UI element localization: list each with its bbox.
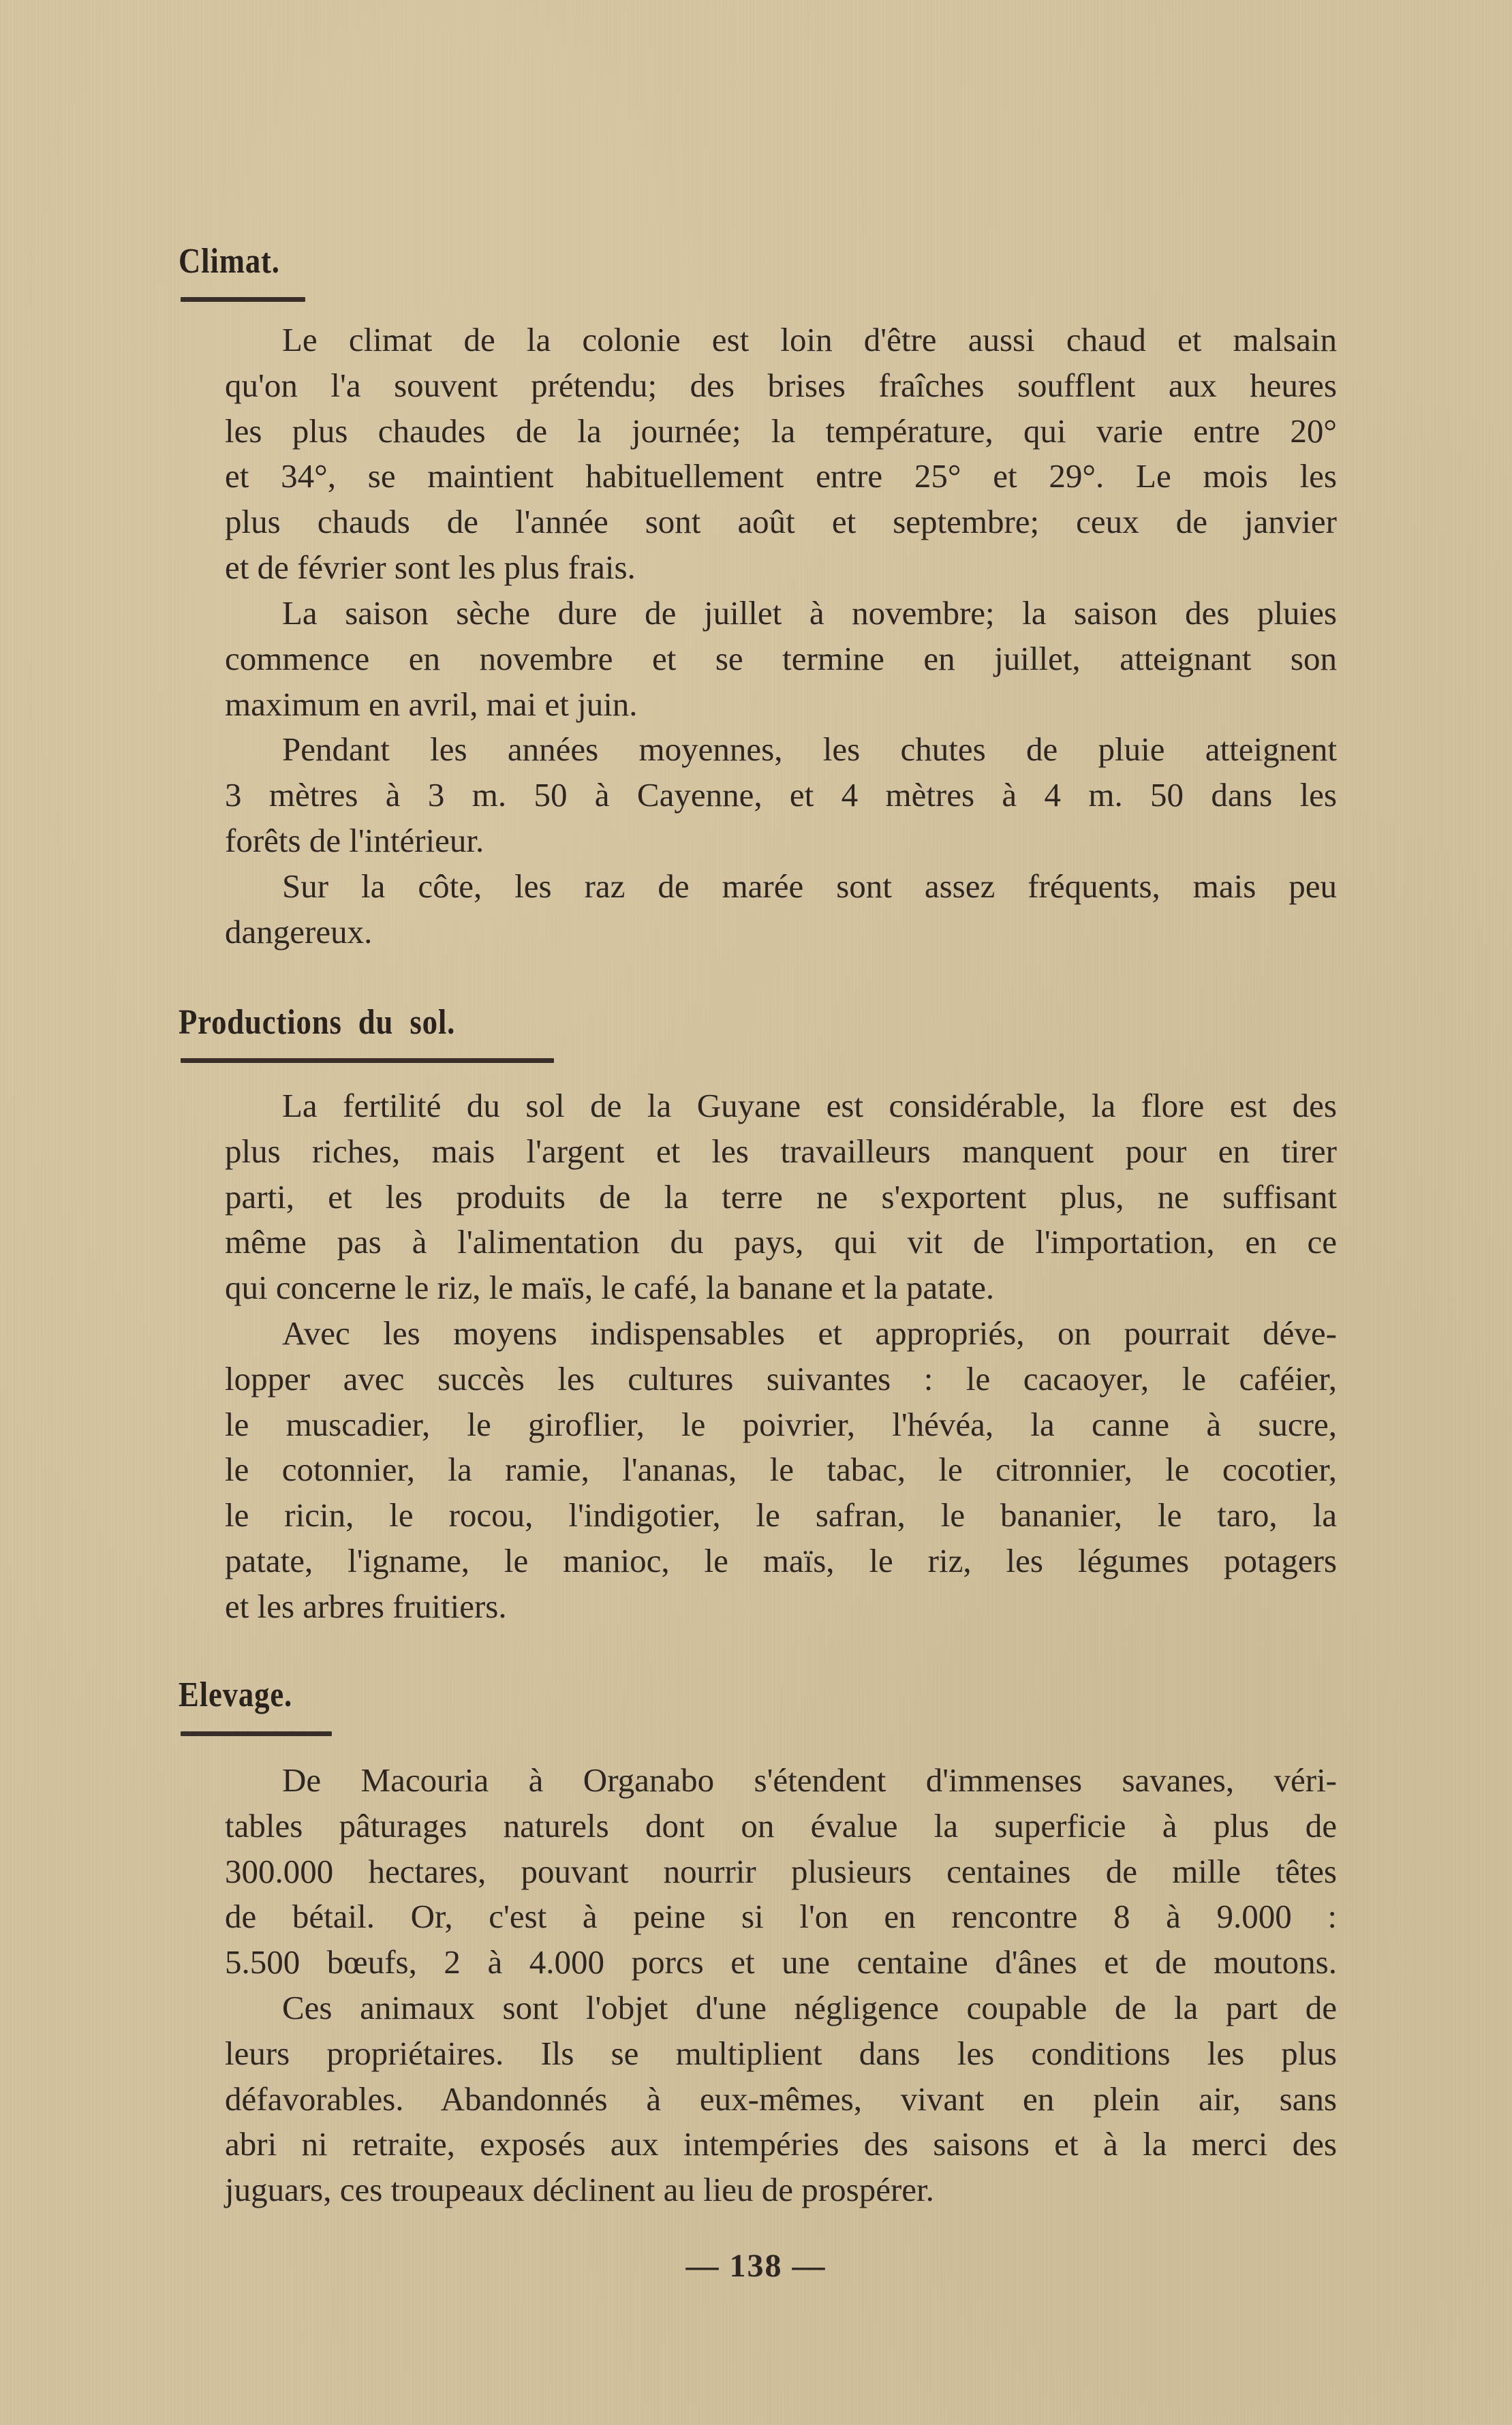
text-line: patate, l'igname, le manioc, le maïs, le riz, les légumes potagers: [225, 1541, 1337, 1579]
text-line: tables pâturages naturels dont on évalue la superficie à plus de: [225, 1806, 1337, 1844]
text-line: De Macouria à Organabo s'étendent d'immenses savanes, véri-: [282, 1761, 1337, 1799]
heading-underline-productions: [181, 1058, 554, 1063]
text-line: juguars, ces troupeaux déclinent au lieu de prospérer.: [225, 2171, 934, 2209]
text-line: 300.000 hectares, pouvant nourrir plusieurs centaines de mille têtes: [225, 1852, 1337, 1890]
section-heading-productions-du-sol: Productions du sol.: [179, 1003, 456, 1042]
text-line: commence en novembre et se termine en juillet, atteignant son: [225, 639, 1337, 677]
text-line: parti, et les produits de la terre ne s'exportent plus, ne suffisant: [225, 1177, 1337, 1216]
paragraph-climat-2: [225, 591, 1337, 727]
text-line: Pendant les années moyennes, les chutes de pluie atteignent: [282, 730, 1337, 768]
text-line: les plus chaudes de la journée; la température, qui varie entre 20°: [225, 412, 1337, 450]
text-line: le cotonnier, la ramie, l'ananas, le tabac, le citronnier, le cocotier,: [225, 1451, 1337, 1489]
text-line: maximum en avril, mai et juin.: [225, 685, 638, 723]
text-line: le muscadier, le giroflier, le poivrier, l'hévéa, la canne à sucre,: [225, 1405, 1337, 1443]
paragraph-climat-4: [225, 864, 1337, 955]
heading-underline-climat: [181, 297, 305, 302]
paragraph-productions-1: [225, 1083, 1337, 1311]
page-number: — 138 —: [685, 2248, 827, 2284]
section-heading-climat: Climat.: [179, 242, 280, 281]
text-line: dangereux.: [225, 912, 373, 951]
paragraph-elevage-1: [225, 1758, 1337, 1986]
text-line: 5.500 bœufs, 2 à 4.000 porcs et une centaine d'ânes et de moutons.: [225, 1943, 1337, 1981]
text-line: forêts de l'intérieur.: [225, 821, 484, 859]
text-line: plus chauds de l'année sont août et septembre; ceux de janvier: [225, 503, 1337, 541]
text-line: Sur la côte, les raz de marée sont assez fréquents, mais peu: [282, 867, 1337, 905]
text-line: La saison sèche dure de juillet à novembre; la saison des pluies: [282, 594, 1337, 632]
text-line: et de février sont les plus frais.: [225, 548, 636, 586]
section-heading-elevage: Elevage.: [179, 1675, 293, 1714]
text-line: Avec les moyens indispensables et appropriés, on pourrait déve-: [282, 1314, 1337, 1352]
heading-underline-elevage: [181, 1731, 332, 1736]
text-line: leurs propriétaires. Ils se multiplient dans les conditions les plus: [225, 2034, 1337, 2072]
paragraph-elevage-2: [225, 1986, 1337, 2213]
text-line: défavorables. Abandonnés à eux-mêmes, vivant en plein air, sans: [225, 2080, 1337, 2118]
text-line: 3 mètres à 3 m. 50 à Cayenne, et 4 mètres à 4 m. 50 dans les: [225, 775, 1337, 814]
text-line: le ricin, le rocou, l'indigotier, le safran, le bananier, le taro, la: [225, 1496, 1337, 1534]
text-line: Le climat de la colonie est loin d'être aussi chaud et malsain: [282, 321, 1337, 358]
text-line: qui concerne le riz, le maïs, le café, la banane et la patate.: [225, 1269, 995, 1307]
paragraph-climat-3: [225, 727, 1337, 863]
paragraph-climat-1: [225, 318, 1337, 591]
text-line: de bétail. Or, c'est à peine si l'on en rencontre 8 à 9.000 :: [225, 1898, 1337, 1936]
paragraph-productions-2: [225, 1311, 1337, 1630]
text-line: même pas à l'alimentation du pays, qui vit de l'importation, en ce: [225, 1223, 1337, 1261]
text-line: plus riches, mais l'argent et les travailleurs manquent pour en tirer: [225, 1132, 1337, 1170]
text-line: lopper avec succès les cultures suivantes : le cacaoyer, le caféier,: [225, 1359, 1337, 1397]
text-line: La fertilité du sol de la Guyane est considérable, la flore est des: [282, 1087, 1337, 1124]
text-line: qu'on l'a souvent prétendu; des brises fraîches soufflent aux heures: [225, 366, 1337, 404]
text-line: et 34°, se maintient habituellement entre 25° et 29°. Le mois les: [225, 457, 1337, 495]
text-line: abri ni retraite, exposés aux intempéries des saisons et à la merci des: [225, 2125, 1337, 2163]
text-line: et les arbres fruitiers.: [225, 1587, 507, 1625]
text-line: Ces animaux sont l'objet d'une négligence coupable de la part de: [282, 1989, 1337, 2026]
